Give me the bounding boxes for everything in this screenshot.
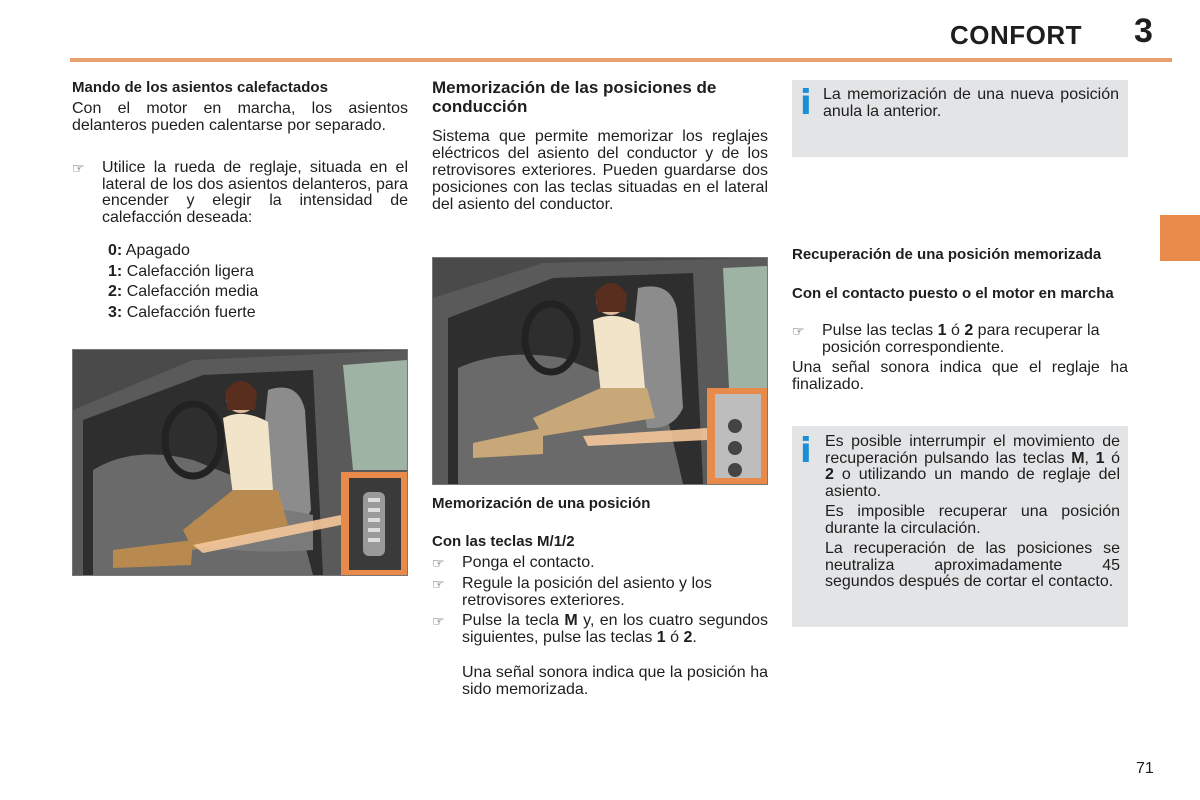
no-recall-while-driving-text: Es imposible recuperar una posición durante la circulación. [825,503,1120,537]
recall-timeout-text: La recuperación de las posiciones se neutraliza aproximadamente 45 segundos después de cortar el contacto. [825,540,1120,590]
heated-seats-heading: Mando de los asientos calefactados [72,79,328,96]
memory-positions-intro: Sistema que permite memorizar los reglajes eléctricos del asiento del conductor y de los retrovisores exteriores. Pueden guardarse dos posiciones con las teclas situadas en el lateral del asiento del conductor. [432,128,768,213]
heat-level-3: 3: Calefacción fuerte [108,303,256,321]
chapter-number: 3 [1134,12,1153,50]
heat-level-2: 2: Calefacción media [108,283,259,300]
recall-step: ☞ Pulse las teclas 1 ó 2 para recuperar la posición correspondiente. [792,322,1100,356]
chapter-title: CONFORT [949,20,1082,50]
header-rule [70,58,1172,62]
memorize-step-1: ☞ Ponga el contacto. [432,554,595,571]
heated-seats-instruction: ☞ Utilice la rueda de reglaje, situada en el lateral de los dos asientos delanteros, para encender y elegir la intensidad de calefacción deseada: [72,159,408,226]
page-number: 71 [1136,760,1154,777]
pointing-hand-icon: ☞ [792,323,805,339]
recall-subheading: Con el contacto puesto o el motor en marcha [792,285,1114,302]
info-icon: i [800,83,812,123]
recall-signal-note: Una señal sonora indica que el reglaje ha finalizado. [792,359,1128,393]
memory-positions-heading: Memorización de las posiciones de conducción [432,78,717,116]
pointing-hand-icon: ☞ [432,613,445,629]
info-icon: i [800,431,812,471]
memorize-step-2: ☞ Regule la posición del asiento y los retrovisores exteriores. [432,575,712,609]
mkeys-subheading: Con las teclas M/1/2 [432,533,575,550]
pointing-hand-icon: ☞ [72,160,85,176]
memory-seat-illustration [432,257,768,485]
memorize-step-3: ☞ Pulse la tecla M y, en los cuatro segundos siguientes, pulse las teclas 1 ó 2. [432,612,769,646]
pointing-hand-icon: ☞ [432,555,445,571]
info-box-new-memory: i La memorización de una nueva posición anula la anterior. [792,80,1128,157]
heat-levels-list [108,241,408,323]
recall-heading: Recuperación de una posición memorizada [792,246,1102,263]
heat-level-1: 1: Calefacción ligera [108,262,254,280]
interrupt-recall-text: Es posible interrumpir el movimiento de recuperación pulsando las teclas M, 1 ó 2 o utilizando un mando de reglaje del asiento. [825,433,1121,500]
pointing-hand-icon: ☞ [432,576,445,592]
memorize-position-subheading: Memorización de una posición [432,495,651,512]
heated-seat-illustration [72,349,408,576]
info-box-interrupt-recall [792,426,1128,627]
memorize-signal-note: Una señal sonora indica que la posición ha sido memorizada. [462,664,768,698]
chapter-side-tab [1160,215,1200,261]
heated-seats-intro: Con el motor en marcha, los asientos delanteros pueden calentarse por separado. [72,100,408,134]
heat-level-0: 0: Apagado [108,242,190,259]
